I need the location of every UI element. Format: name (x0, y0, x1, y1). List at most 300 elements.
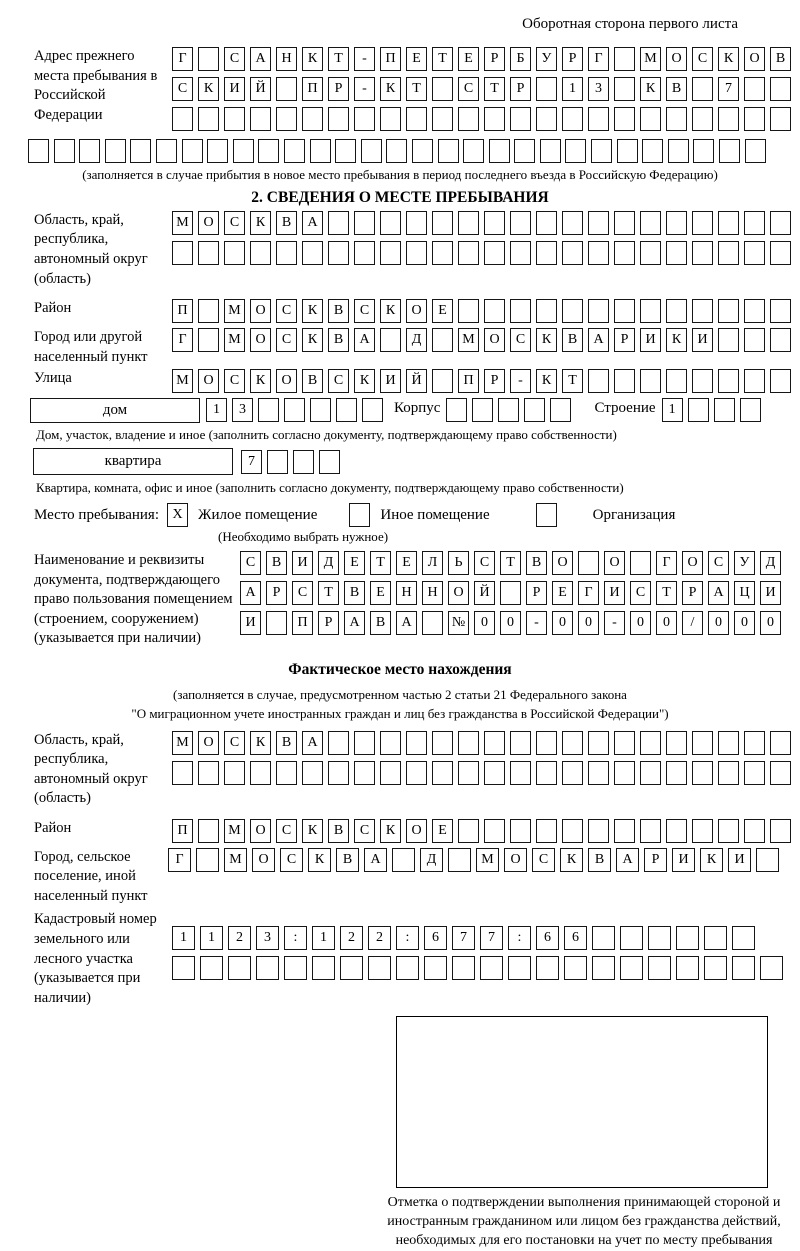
char-box[interactable] (380, 107, 401, 131)
char-box[interactable] (484, 211, 505, 235)
char-box[interactable] (105, 139, 126, 163)
char-box[interactable]: Т (406, 77, 427, 101)
char-box[interactable] (480, 956, 503, 980)
char-box[interactable] (770, 369, 791, 393)
char-box[interactable]: 2 (228, 926, 251, 950)
char-box[interactable]: О (448, 581, 469, 605)
char-box[interactable]: А (344, 611, 365, 635)
char-box[interactable] (524, 398, 545, 422)
char-box[interactable]: И (604, 581, 625, 605)
char-box[interactable]: С (354, 819, 375, 843)
char-box[interactable]: С (328, 369, 349, 393)
char-box[interactable] (719, 139, 740, 163)
char-box[interactable] (412, 139, 433, 163)
char-box[interactable] (744, 107, 765, 131)
char-box[interactable]: М (224, 299, 245, 323)
char-box[interactable]: / (682, 611, 703, 635)
char-box[interactable] (770, 731, 791, 755)
char-box[interactable]: Р (328, 77, 349, 101)
char-box[interactable] (458, 819, 479, 843)
char-box[interactable] (224, 107, 245, 131)
char-box[interactable]: 3 (588, 77, 609, 101)
char-box[interactable]: М (640, 47, 661, 71)
char-box[interactable] (396, 956, 419, 980)
char-box[interactable] (562, 241, 583, 265)
char-box[interactable] (233, 139, 254, 163)
char-box[interactable]: М (172, 369, 193, 393)
char-box[interactable] (172, 241, 193, 265)
char-box[interactable] (562, 731, 583, 755)
char-box[interactable] (432, 731, 453, 755)
char-box[interactable]: Р (510, 77, 531, 101)
char-box[interactable] (744, 77, 765, 101)
char-box[interactable] (565, 139, 586, 163)
char-box[interactable]: А (616, 848, 639, 872)
char-box[interactable] (406, 761, 427, 785)
char-box[interactable] (718, 819, 739, 843)
char-box[interactable] (692, 819, 713, 843)
char-box[interactable] (54, 139, 75, 163)
char-box[interactable]: 1 (172, 926, 195, 950)
char-box[interactable]: 0 (578, 611, 599, 635)
char-box[interactable]: О (682, 551, 703, 575)
char-box[interactable] (744, 369, 765, 393)
char-box[interactable] (302, 761, 323, 785)
char-box[interactable] (406, 731, 427, 755)
char-box[interactable]: С (224, 731, 245, 755)
char-box[interactable]: Л (422, 551, 443, 575)
char-box[interactable]: Е (432, 819, 453, 843)
char-box[interactable]: 3 (232, 398, 253, 422)
char-box[interactable] (386, 139, 407, 163)
char-box[interactable] (666, 299, 687, 323)
char-box[interactable]: И (760, 581, 781, 605)
char-box[interactable]: С (224, 211, 245, 235)
char-box[interactable] (744, 211, 765, 235)
char-box[interactable]: К (536, 328, 557, 352)
char-box[interactable] (258, 398, 279, 422)
char-box[interactable]: 1 (206, 398, 227, 422)
char-box[interactable]: О (406, 299, 427, 323)
char-box[interactable]: Г (588, 47, 609, 71)
char-box[interactable] (718, 369, 739, 393)
char-box[interactable] (284, 139, 305, 163)
char-box[interactable]: И (240, 611, 261, 635)
char-box[interactable]: И (292, 551, 313, 575)
char-box[interactable] (446, 398, 467, 422)
char-box[interactable]: В (276, 731, 297, 755)
char-box[interactable]: : (396, 926, 419, 950)
char-box[interactable]: О (250, 819, 271, 843)
char-box[interactable] (250, 241, 271, 265)
char-box[interactable]: П (172, 819, 193, 843)
char-box[interactable] (406, 211, 427, 235)
char-box[interactable]: М (172, 731, 193, 755)
char-box[interactable]: А (588, 328, 609, 352)
char-box[interactable]: - (526, 611, 547, 635)
char-box[interactable]: С (510, 328, 531, 352)
char-box[interactable] (640, 107, 661, 131)
char-box[interactable] (666, 107, 687, 131)
char-box[interactable]: Р (318, 611, 339, 635)
char-box[interactable]: К (380, 819, 401, 843)
char-box[interactable]: Н (276, 47, 297, 71)
char-box[interactable] (704, 926, 727, 950)
char-box[interactable]: Й (474, 581, 495, 605)
char-box[interactable]: С (240, 551, 261, 575)
char-box[interactable] (562, 299, 583, 323)
char-box[interactable] (550, 398, 571, 422)
char-box[interactable] (640, 241, 661, 265)
char-box[interactable] (714, 398, 735, 422)
char-box[interactable]: С (276, 819, 297, 843)
char-box[interactable] (744, 731, 765, 755)
char-box[interactable] (484, 299, 505, 323)
char-box[interactable] (368, 956, 391, 980)
char-box[interactable]: О (406, 819, 427, 843)
char-box[interactable]: 1 (662, 398, 683, 422)
char-box[interactable] (562, 761, 583, 785)
char-box[interactable] (207, 139, 228, 163)
char-box[interactable] (692, 241, 713, 265)
char-box[interactable]: И (640, 328, 661, 352)
char-box[interactable]: А (302, 211, 323, 235)
char-box[interactable]: В (526, 551, 547, 575)
char-box[interactable] (335, 139, 356, 163)
char-box[interactable] (614, 211, 635, 235)
char-box[interactable] (588, 761, 609, 785)
char-box[interactable]: Ц (734, 581, 755, 605)
char-box[interactable] (172, 761, 193, 785)
char-box[interactable]: С (280, 848, 303, 872)
char-box[interactable] (536, 107, 557, 131)
char-box[interactable] (276, 761, 297, 785)
char-box[interactable] (432, 369, 453, 393)
char-box[interactable]: К (666, 328, 687, 352)
char-box[interactable] (432, 211, 453, 235)
char-box[interactable]: - (354, 47, 375, 71)
char-box[interactable]: П (380, 47, 401, 71)
char-box[interactable]: Д (420, 848, 443, 872)
char-box[interactable] (640, 299, 661, 323)
char-box[interactable] (562, 819, 583, 843)
char-box[interactable] (392, 848, 415, 872)
char-box[interactable]: Т (432, 47, 453, 71)
char-box[interactable]: С (276, 328, 297, 352)
char-box[interactable] (354, 107, 375, 131)
char-box[interactable] (692, 107, 713, 131)
char-box[interactable]: Р (682, 581, 703, 605)
char-box[interactable]: С (474, 551, 495, 575)
char-box[interactable]: М (172, 211, 193, 235)
char-box[interactable]: Е (396, 551, 417, 575)
char-box[interactable] (617, 139, 638, 163)
char-box[interactable] (172, 107, 193, 131)
char-box[interactable]: В (344, 581, 365, 605)
char-box[interactable]: Н (396, 581, 417, 605)
char-box[interactable]: Е (406, 47, 427, 71)
char-box[interactable]: П (458, 369, 479, 393)
char-box[interactable]: 0 (760, 611, 781, 635)
apartment-field-box[interactable] (33, 448, 233, 475)
char-box[interactable] (692, 211, 713, 235)
char-box[interactable]: О (276, 369, 297, 393)
char-box[interactable]: С (532, 848, 555, 872)
char-box[interactable]: Р (484, 47, 505, 71)
char-box[interactable] (718, 211, 739, 235)
char-box[interactable]: - (604, 611, 625, 635)
char-box[interactable]: № (448, 611, 469, 635)
char-box[interactable]: У (536, 47, 557, 71)
char-box[interactable] (198, 47, 219, 71)
char-box[interactable] (536, 211, 557, 235)
char-box[interactable] (562, 211, 583, 235)
char-box[interactable] (432, 328, 453, 352)
stay-type-other-checkbox[interactable] (349, 503, 370, 527)
char-box[interactable] (458, 731, 479, 755)
char-box[interactable] (770, 241, 791, 265)
char-box[interactable] (692, 299, 713, 323)
char-box[interactable] (562, 107, 583, 131)
char-box[interactable] (354, 761, 375, 785)
char-box[interactable] (484, 241, 505, 265)
char-box[interactable] (196, 848, 219, 872)
stay-type-organization-checkbox[interactable] (536, 503, 557, 527)
char-box[interactable]: О (198, 731, 219, 755)
char-box[interactable] (284, 398, 305, 422)
char-box[interactable]: К (640, 77, 661, 101)
char-box[interactable]: С (630, 581, 651, 605)
char-box[interactable] (760, 956, 783, 980)
char-box[interactable]: И (224, 77, 245, 101)
char-box[interactable]: К (302, 819, 323, 843)
char-box[interactable]: А (240, 581, 261, 605)
char-box[interactable] (380, 211, 401, 235)
char-box[interactable]: Г (172, 328, 193, 352)
char-box[interactable]: Г (172, 47, 193, 71)
char-box[interactable] (536, 761, 557, 785)
char-box[interactable] (489, 139, 510, 163)
char-box[interactable]: 0 (630, 611, 651, 635)
char-box[interactable] (648, 956, 671, 980)
char-box[interactable] (666, 761, 687, 785)
char-box[interactable] (732, 956, 755, 980)
char-box[interactable] (578, 551, 599, 575)
char-box[interactable]: Е (344, 551, 365, 575)
char-box[interactable]: О (504, 848, 527, 872)
char-box[interactable]: С (708, 551, 729, 575)
char-box[interactable]: Т (484, 77, 505, 101)
char-box[interactable] (302, 107, 323, 131)
char-box[interactable]: К (308, 848, 331, 872)
char-box[interactable] (666, 731, 687, 755)
char-box[interactable] (336, 398, 357, 422)
char-box[interactable] (614, 47, 635, 71)
char-box[interactable] (536, 731, 557, 755)
char-box[interactable] (718, 299, 739, 323)
char-box[interactable]: К (560, 848, 583, 872)
char-box[interactable]: К (718, 47, 739, 71)
char-box[interactable] (328, 211, 349, 235)
char-box[interactable] (156, 139, 177, 163)
char-box[interactable] (458, 299, 479, 323)
char-box[interactable]: 6 (564, 926, 587, 950)
char-box[interactable] (250, 761, 271, 785)
char-box[interactable]: : (508, 926, 531, 950)
char-box[interactable] (718, 107, 739, 131)
char-box[interactable]: Р (562, 47, 583, 71)
char-box[interactable]: Д (760, 551, 781, 575)
char-box[interactable] (591, 139, 612, 163)
char-box[interactable]: Т (318, 581, 339, 605)
char-box[interactable] (510, 211, 531, 235)
char-box[interactable]: П (302, 77, 323, 101)
char-box[interactable]: С (354, 299, 375, 323)
char-box[interactable]: М (224, 819, 245, 843)
char-box[interactable] (267, 450, 288, 474)
char-box[interactable]: К (380, 299, 401, 323)
char-box[interactable]: - (354, 77, 375, 101)
char-box[interactable] (718, 241, 739, 265)
char-box[interactable] (744, 241, 765, 265)
char-box[interactable]: Г (656, 551, 677, 575)
char-box[interactable]: С (172, 77, 193, 101)
char-box[interactable] (361, 139, 382, 163)
char-box[interactable] (510, 107, 531, 131)
char-box[interactable] (228, 956, 251, 980)
house-field-box[interactable] (30, 398, 200, 423)
char-box[interactable] (770, 328, 791, 352)
char-box[interactable] (250, 107, 271, 131)
char-box[interactable] (536, 819, 557, 843)
char-box[interactable] (380, 241, 401, 265)
char-box[interactable] (498, 398, 519, 422)
char-box[interactable]: П (172, 299, 193, 323)
char-box[interactable] (380, 328, 401, 352)
char-box[interactable] (380, 761, 401, 785)
char-box[interactable] (380, 731, 401, 755)
char-box[interactable]: К (250, 731, 271, 755)
char-box[interactable]: Д (406, 328, 427, 352)
char-box[interactable] (510, 761, 531, 785)
char-box[interactable]: Г (578, 581, 599, 605)
char-box[interactable] (718, 731, 739, 755)
char-box[interactable] (266, 611, 287, 635)
char-box[interactable]: Б (510, 47, 531, 71)
char-box[interactable] (688, 398, 709, 422)
char-box[interactable] (458, 241, 479, 265)
char-box[interactable] (770, 77, 791, 101)
char-box[interactable] (640, 761, 661, 785)
char-box[interactable] (536, 299, 557, 323)
char-box[interactable] (484, 819, 505, 843)
char-box[interactable] (79, 139, 100, 163)
char-box[interactable] (432, 77, 453, 101)
char-box[interactable]: Т (562, 369, 583, 393)
char-box[interactable]: Й (250, 77, 271, 101)
char-box[interactable] (198, 299, 219, 323)
char-box[interactable]: К (536, 369, 557, 393)
char-box[interactable] (198, 107, 219, 131)
char-box[interactable]: В (266, 551, 287, 575)
char-box[interactable]: 0 (500, 611, 521, 635)
char-box[interactable]: О (250, 328, 271, 352)
char-box[interactable]: Е (552, 581, 573, 605)
char-box[interactable]: В (562, 328, 583, 352)
char-box[interactable] (588, 107, 609, 131)
char-box[interactable] (458, 761, 479, 785)
char-box[interactable]: 0 (656, 611, 677, 635)
char-box[interactable]: О (198, 211, 219, 235)
char-box[interactable] (432, 107, 453, 131)
char-box[interactable] (692, 761, 713, 785)
char-box[interactable] (564, 956, 587, 980)
char-box[interactable]: И (380, 369, 401, 393)
char-box[interactable]: О (484, 328, 505, 352)
char-box[interactable] (424, 956, 447, 980)
char-box[interactable]: К (302, 299, 323, 323)
char-box[interactable] (770, 299, 791, 323)
char-box[interactable] (640, 369, 661, 393)
char-box[interactable]: В (370, 611, 391, 635)
char-box[interactable] (514, 139, 535, 163)
char-box[interactable] (620, 956, 643, 980)
char-box[interactable]: 7 (718, 77, 739, 101)
char-box[interactable] (310, 398, 331, 422)
char-box[interactable] (224, 761, 245, 785)
char-box[interactable]: В (588, 848, 611, 872)
char-box[interactable]: М (224, 328, 245, 352)
char-box[interactable]: Р (614, 328, 635, 352)
char-box[interactable] (328, 107, 349, 131)
char-box[interactable] (354, 241, 375, 265)
char-box[interactable] (200, 956, 223, 980)
char-box[interactable]: И (728, 848, 751, 872)
char-box[interactable] (614, 107, 635, 131)
char-box[interactable]: 1 (312, 926, 335, 950)
char-box[interactable] (472, 398, 493, 422)
char-box[interactable] (536, 77, 557, 101)
char-box[interactable]: К (250, 369, 271, 393)
char-box[interactable]: С (224, 47, 245, 71)
char-box[interactable]: С (276, 299, 297, 323)
char-box[interactable] (328, 731, 349, 755)
char-box[interactable]: В (336, 848, 359, 872)
char-box[interactable] (770, 819, 791, 843)
char-box[interactable] (198, 241, 219, 265)
char-box[interactable]: 1 (200, 926, 223, 950)
char-box[interactable] (718, 328, 739, 352)
char-box[interactable] (28, 139, 49, 163)
char-box[interactable] (592, 956, 615, 980)
char-box[interactable]: 7 (452, 926, 475, 950)
char-box[interactable]: К (302, 328, 323, 352)
char-box[interactable] (536, 956, 559, 980)
char-box[interactable]: С (292, 581, 313, 605)
char-box[interactable]: Н (422, 581, 443, 605)
char-box[interactable]: О (250, 299, 271, 323)
char-box[interactable] (614, 761, 635, 785)
char-box[interactable] (756, 848, 779, 872)
char-box[interactable] (452, 956, 475, 980)
char-box[interactable]: А (354, 328, 375, 352)
char-box[interactable] (588, 731, 609, 755)
char-box[interactable] (732, 926, 755, 950)
char-box[interactable] (614, 731, 635, 755)
char-box[interactable] (182, 139, 203, 163)
char-box[interactable]: Р (266, 581, 287, 605)
char-box[interactable]: Т (328, 47, 349, 71)
